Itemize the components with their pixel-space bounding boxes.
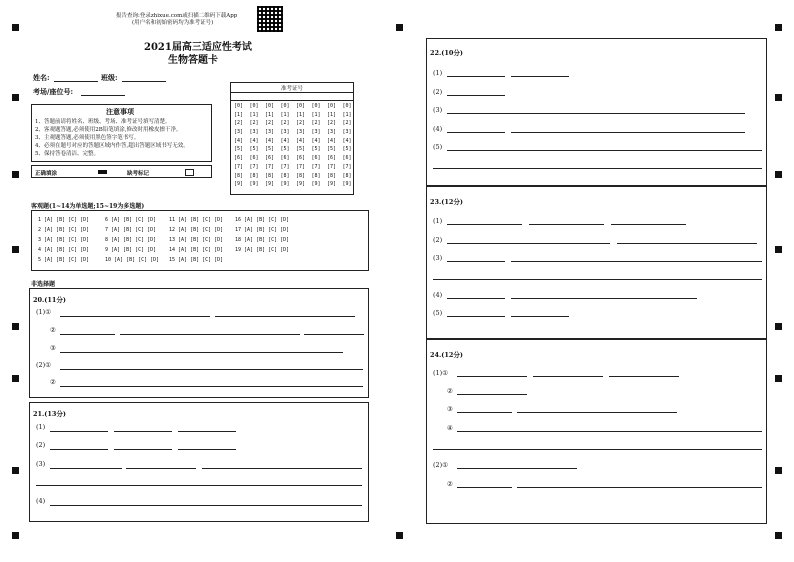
q20-part1-label: (1)① (36, 308, 52, 316)
exam-id-bubble[interactable]: [7] (233, 163, 244, 170)
notice-title: 注意事项 (106, 107, 134, 116)
answer-line[interactable] (50, 468, 122, 469)
exam-id-column (295, 102, 306, 189)
q21-box (29, 402, 369, 522)
exam-id-bubble[interactable]: [6] (280, 155, 290, 162)
answer-line[interactable] (60, 369, 363, 370)
answer-line[interactable] (60, 352, 343, 353)
q24-part1-label: (1)① (433, 369, 449, 377)
objective-question-row[interactable]: 6 [A] [B] [C] [D] (105, 217, 157, 223)
q22-part5-label: (5) (433, 143, 443, 151)
answer-line[interactable] (447, 76, 505, 77)
objective-question-row[interactable]: 19 [A] [B] [C] [D] (235, 247, 290, 253)
objective-question-row[interactable]: 1 [A] [B] [C] [D] (38, 217, 90, 223)
notice-box (31, 104, 212, 162)
answer-line[interactable] (126, 468, 196, 469)
subjective-title: 非选择题 (31, 281, 56, 288)
exam-id-bubble[interactable]: [8] (264, 172, 275, 179)
answer-line[interactable] (447, 261, 505, 262)
answer-line[interactable] (447, 150, 762, 151)
answer-line[interactable] (433, 168, 762, 169)
timing-mark (775, 94, 782, 101)
exam-id-bubble[interactable]: [3] (342, 129, 352, 136)
timing-mark (12, 246, 19, 253)
name-label: 姓名: (33, 73, 50, 82)
q21-title: 21.(13分) (33, 410, 67, 418)
exam-id-bubble[interactable]: [5] (295, 146, 306, 153)
answer-line[interactable] (457, 487, 512, 488)
timing-mark (775, 171, 782, 178)
exam-id-bubble[interactable]: [7] (295, 163, 306, 170)
timing-mark (396, 24, 403, 31)
exam-id-column (326, 102, 337, 189)
answer-line[interactable] (457, 431, 762, 432)
notice-item: 2、客观题答题,必须使用2B铅笔填涂,修改时用橡皮擦干净。 (35, 127, 182, 133)
q24-c2b-label: ② (447, 480, 453, 488)
answer-line[interactable] (447, 95, 505, 96)
exam-id-bubble[interactable]: [2] (326, 120, 337, 127)
answer-line[interactable] (617, 243, 757, 244)
timing-mark (12, 532, 19, 539)
answer-line[interactable] (447, 243, 610, 244)
q20-c2b-label: ② (50, 378, 56, 386)
answer-line[interactable] (60, 386, 363, 387)
answer-line[interactable] (447, 298, 505, 299)
exam-id-bubble[interactable]: [4] (249, 137, 259, 144)
answer-line[interactable] (50, 505, 362, 506)
page-subtitle: 生物答题卡 (168, 55, 218, 66)
page-title: 2021届高三适应性考试 (144, 42, 252, 53)
exam-id-bubble[interactable]: [4] (264, 137, 275, 144)
exam-id-bubble[interactable]: [2] (342, 120, 352, 127)
exam-id-grid (230, 82, 354, 195)
exam-id-bubble[interactable]: [7] (249, 163, 259, 170)
objective-question-row[interactable]: 11 [A] [B] [C] [D] (169, 217, 224, 223)
timing-mark (775, 246, 782, 253)
objective-question-row[interactable]: 2 [A] [B] [C] [D] (38, 227, 90, 233)
q24-box (426, 339, 767, 524)
exam-id-bubble[interactable]: [3] (280, 129, 290, 136)
exam-id-bubble[interactable]: [9] (326, 181, 337, 188)
answer-line[interactable] (178, 431, 236, 432)
exam-id-bubble[interactable]: [2] (264, 120, 275, 127)
exam-id-bubble[interactable]: [3] (295, 129, 306, 136)
q22-part1-label: (1) (433, 69, 443, 77)
exam-id-bubble[interactable]: [9] (342, 181, 352, 188)
timing-mark (775, 24, 782, 31)
exam-id-bubble[interactable]: [7] (280, 163, 290, 170)
exam-id-bubble[interactable]: [0] (326, 103, 337, 109)
notice-item: 1、答题前请将姓名、班级、考场、准考证号填写清楚。 (35, 119, 171, 125)
exam-id-bubble[interactable]: [2] (295, 120, 306, 127)
notice-item: 5、保持答卷清洁、完整。 (35, 151, 100, 157)
answer-line[interactable] (511, 261, 762, 262)
exam-id-bubble[interactable]: [9] (233, 181, 244, 188)
objective-question-row[interactable]: 7 [A] [B] [C] [D] (105, 227, 157, 233)
q20-title: 20.(11分) (33, 296, 67, 304)
exam-id-bubble[interactable]: [1] (233, 111, 244, 118)
notice-item: 3、主观题答题,必须使用黑色签字笔书写。 (35, 135, 140, 141)
exam-id-bubble[interactable]: [4] (342, 137, 352, 144)
answer-line[interactable] (215, 316, 355, 317)
q24-c3-label: ③ (447, 405, 453, 413)
objective-question-row[interactable]: 9 [A] [B] [C] [D] (105, 247, 157, 253)
exam-id-bubble[interactable]: [1] (264, 111, 275, 118)
answer-line[interactable] (447, 132, 505, 133)
exam-id-bubble[interactable]: [5] (249, 146, 259, 153)
q23-part1-label: (1) (433, 217, 443, 225)
timing-mark (775, 323, 782, 330)
objective-box (31, 210, 369, 271)
answer-line[interactable] (50, 449, 108, 450)
q21-part2-label: (2) (36, 441, 46, 449)
exam-id-bubble[interactable]: [1] (342, 111, 352, 118)
objective-title: 客观题(1~14为单选题;15~19为多选题) (31, 203, 145, 210)
notice-item: 4、必须在题号对应的答题区域内作答,超出答题区域书写无效。 (35, 143, 189, 149)
room-field[interactable] (81, 95, 125, 96)
objective-question-row[interactable]: 12 [A] [B] [C] [D] (169, 227, 224, 233)
exam-id-bubble[interactable]: [3] (233, 129, 244, 136)
timing-mark (775, 532, 782, 539)
answer-line[interactable] (114, 449, 172, 450)
q24-title: 24.(12分) (430, 351, 464, 359)
answer-line[interactable] (178, 449, 236, 450)
q22-box (426, 38, 767, 186)
report-note: 报告查询:登录zhixue.com或扫描二维码下载App (116, 13, 238, 19)
exam-id-bubble[interactable]: [3] (311, 129, 321, 136)
correct-fill-label: 正确填涂 (35, 171, 58, 177)
exam-id-bubble[interactable]: [4] (295, 137, 306, 144)
objective-question-row[interactable]: 14 [A] [B] [C] [D] (169, 247, 224, 253)
exam-id-bubble[interactable]: [8] (295, 172, 306, 179)
answer-line[interactable] (114, 431, 172, 432)
class-label: 班级: (101, 73, 118, 82)
answer-line[interactable] (433, 279, 762, 280)
q22-part4-label: (4) (433, 125, 443, 133)
exam-id-bubble[interactable]: [7] (264, 163, 275, 170)
exam-id-bubble[interactable]: [0] (342, 103, 352, 109)
timing-mark (775, 467, 782, 474)
exam-id-bubble[interactable]: [9] (311, 181, 321, 188)
correct-fill-sample (98, 170, 107, 174)
exam-id-bubble[interactable]: [0] (280, 103, 290, 109)
exam-id-bubble[interactable]: [5] (311, 146, 321, 153)
q23-box (426, 186, 767, 339)
answer-line[interactable] (150, 316, 210, 317)
exam-id-column (249, 102, 260, 189)
exam-id-bubble[interactable]: [6] (326, 155, 337, 162)
exam-id-bubble[interactable]: [9] (280, 181, 290, 188)
q24-c4-label: ④ (447, 424, 453, 432)
exam-id-bubble[interactable]: [8] (311, 172, 321, 179)
room-label: 考场/座位号: (33, 87, 74, 96)
q20-c3-label: ③ (50, 344, 56, 352)
q21-part4-label: (4) (36, 497, 46, 505)
exam-id-bubble[interactable]: [2] (311, 120, 321, 127)
objective-question-row[interactable]: 10 [A] [B] [C] [D] (105, 257, 160, 263)
fill-legend (31, 165, 212, 178)
exam-id-bubble[interactable]: [1] (326, 111, 337, 118)
exam-id-bubble[interactable]: [0] (311, 103, 321, 109)
answer-line[interactable] (511, 76, 569, 77)
exam-id-bubble[interactable]: [6] (264, 155, 275, 162)
exam-id-bubble[interactable]: [6] (295, 155, 306, 162)
answer-line[interactable] (511, 316, 569, 317)
exam-id-columns (233, 102, 353, 192)
class-field[interactable] (122, 81, 166, 82)
qr-code-icon (257, 6, 283, 32)
answer-line[interactable] (529, 224, 604, 225)
objective-question-row[interactable]: 5 [A] [B] [C] [D] (38, 257, 90, 263)
q21-part3-label: (3) (36, 460, 46, 468)
answer-line[interactable] (511, 298, 697, 299)
q20-part2-label: (2)① (36, 361, 52, 369)
exam-id-bubble[interactable]: [2] (249, 120, 259, 127)
exam-id-column (233, 102, 244, 189)
exam-id-column (264, 102, 275, 189)
exam-id-bubble[interactable]: [6] (233, 155, 244, 162)
exam-id-bubble[interactable]: [3] (264, 129, 275, 136)
q21-part1-label: (1) (36, 423, 46, 431)
answer-line[interactable] (447, 113, 745, 114)
q22-part2-label: (2) (433, 88, 443, 96)
exam-id-bubble[interactable]: [4] (311, 137, 321, 144)
objective-question-row[interactable]: 17 [A] [B] [C] [D] (235, 227, 290, 233)
answer-line[interactable] (457, 412, 512, 413)
answer-line[interactable] (120, 334, 300, 335)
q23-part2-label: (2) (433, 236, 443, 244)
exam-id-bubble[interactable]: [1] (280, 111, 290, 118)
exam-id-bubble[interactable]: [5] (280, 146, 290, 153)
exam-id-bubble[interactable]: [8] (280, 172, 290, 179)
exam-id-bubble[interactable]: [2] (233, 120, 244, 127)
objective-question-row[interactable]: 8 [A] [B] [C] [D] (105, 237, 157, 243)
objective-question-row[interactable]: 16 [A] [B] [C] [D] (235, 217, 290, 223)
exam-id-bubble[interactable]: [6] (311, 155, 321, 162)
exam-id-bubble[interactable]: [7] (311, 163, 321, 170)
answer-line[interactable] (533, 376, 603, 377)
exam-id-bubble[interactable]: [4] (233, 137, 244, 144)
timing-mark (12, 94, 19, 101)
exam-id-bubble[interactable]: [4] (280, 137, 290, 144)
timing-mark (12, 467, 19, 474)
timing-mark (775, 375, 782, 382)
q23-part4-label: (4) (433, 291, 443, 299)
exam-id-bubble[interactable]: [8] (233, 172, 244, 179)
exam-id-column (280, 102, 291, 189)
answer-line[interactable] (447, 224, 522, 225)
answer-line[interactable] (202, 468, 362, 469)
exam-id-bubble[interactable]: [1] (295, 111, 306, 118)
exam-id-bubble[interactable]: [3] (249, 129, 259, 136)
exam-id-bubble[interactable]: [1] (249, 111, 259, 118)
exam-id-bubble[interactable]: [0] (264, 103, 275, 109)
exam-id-bubble[interactable]: [9] (295, 181, 306, 188)
exam-id-label: 准考证号 (281, 86, 304, 92)
answer-line[interactable] (447, 316, 505, 317)
answer-line[interactable] (60, 334, 115, 335)
exam-id-bubble[interactable]: [8] (342, 172, 352, 179)
answer-line[interactable] (36, 485, 362, 486)
exam-id-bubble[interactable]: [5] (264, 146, 275, 153)
answer-line[interactable] (511, 132, 745, 133)
answer-line[interactable] (433, 449, 762, 450)
q23-part5-label: (5) (433, 309, 443, 317)
q22-part3-label: (3) (433, 106, 443, 114)
objective-question-row[interactable]: 3 [A] [B] [C] [D] (38, 237, 90, 243)
name-field[interactable] (54, 81, 98, 82)
exam-id-bubble[interactable]: [5] (326, 146, 337, 153)
q23-title: 23.(12分) (430, 198, 464, 206)
q24-part2-label: (2)① (433, 461, 449, 469)
exam-id-bubble[interactable]: [7] (342, 163, 352, 170)
exam-id-bubble[interactable]: [3] (326, 129, 337, 136)
report-note-sub: (用户名和初始密码均为准考证号) (132, 20, 214, 26)
answer-line[interactable] (50, 431, 108, 432)
answer-line[interactable] (517, 412, 677, 413)
q24-c2-label: ② (447, 387, 453, 395)
exam-id-bubble[interactable]: [5] (233, 146, 244, 153)
answer-line[interactable] (457, 376, 527, 377)
objective-question-row[interactable]: 4 [A] [B] [C] [D] (38, 247, 90, 253)
answer-line[interactable] (304, 334, 364, 335)
q20-box (29, 288, 369, 398)
timing-mark (12, 171, 19, 178)
answer-line[interactable] (611, 224, 686, 225)
objective-question-row[interactable]: 13 [A] [B] [C] [D] (169, 237, 224, 243)
objective-question-row[interactable]: 15 [A] [B] [C] [D] (169, 257, 224, 263)
timing-mark (12, 323, 19, 330)
answer-line[interactable] (457, 468, 577, 469)
timing-mark (12, 24, 19, 31)
exam-id-bubble[interactable]: [9] (264, 181, 275, 188)
absent-mark-label: 缺考标记 (127, 171, 150, 177)
exam-id-bubble[interactable]: [7] (326, 163, 337, 170)
exam-id-bubble[interactable]: [0] (295, 103, 306, 109)
exam-id-bubble[interactable]: [0] (233, 103, 244, 109)
exam-id-bubble[interactable]: [2] (280, 120, 290, 127)
exam-id-column (342, 102, 353, 189)
absent-mark-box[interactable] (185, 169, 194, 176)
timing-mark (396, 532, 403, 539)
exam-id-column (311, 102, 322, 189)
answer-line[interactable] (609, 376, 679, 377)
exam-id-bubble[interactable]: [6] (342, 155, 352, 162)
exam-id-bubble[interactable]: [9] (249, 181, 259, 188)
exam-id-bubble[interactable]: [8] (249, 172, 259, 179)
q20-c2-label: ② (50, 326, 56, 334)
q23-part3-label: (3) (433, 254, 443, 262)
q22-title: 22.(10分) (430, 49, 464, 57)
timing-mark (12, 375, 19, 382)
exam-id-bubble[interactable]: [6] (249, 155, 259, 162)
objective-question-row[interactable]: 18 [A] [B] [C] [D] (235, 237, 290, 243)
exam-id-bubble[interactable]: [5] (342, 146, 352, 153)
exam-id-bubble[interactable]: [8] (326, 172, 337, 179)
answer-line[interactable] (517, 487, 762, 488)
exam-id-bubble[interactable]: [4] (326, 137, 337, 144)
exam-id-bubble[interactable]: [1] (311, 111, 321, 118)
answer-line[interactable] (457, 394, 527, 395)
exam-id-bubble[interactable]: [0] (249, 103, 259, 109)
